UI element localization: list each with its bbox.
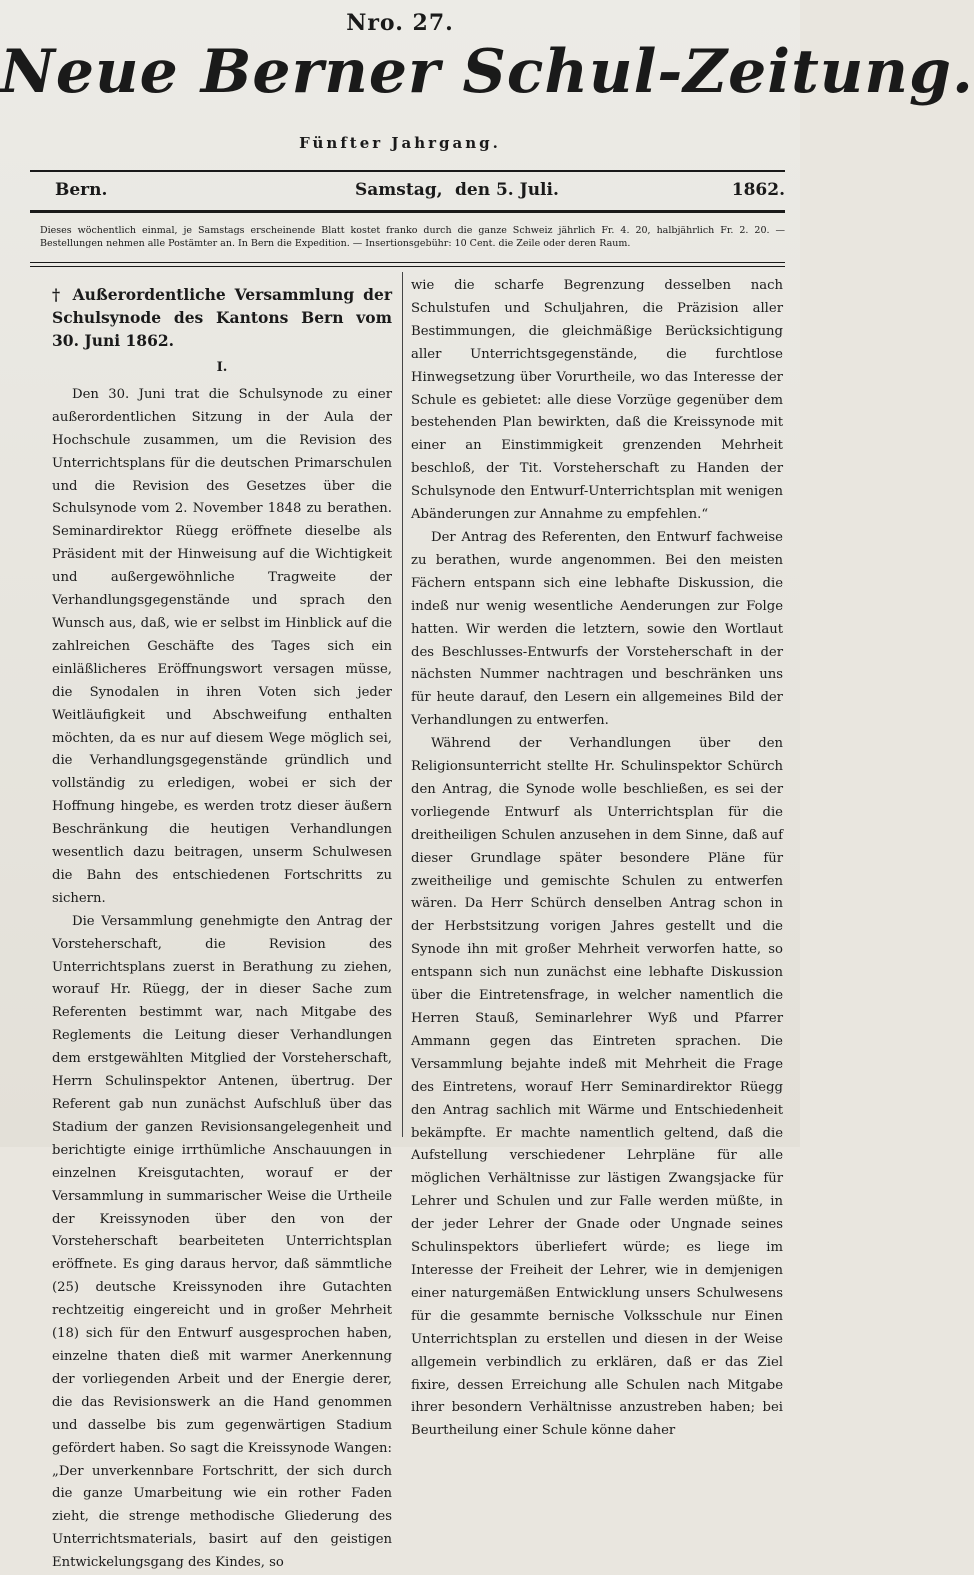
notice-rule-2 [30,266,785,267]
dateline-year: 1862. [731,180,785,200]
article-column-left [52,275,392,1575]
dateline-rule [30,210,785,213]
paragraph: Die Versammlung genehmigte den Antrag der Vorsteherschaft, die Revision des Unterrichtsplans zuerst in Berathung zu ziehen, worauf Hr. Rüegg, der in dieser Sache zum Referenten bestimmt war, nach Mitgabe des Reglements die Leitung dieser Verhandlungen dem erstgewählten Mitglied der Vorsteherschaft, Herrn Schulinspektor Antenen, übertrug. Der Referent gab nun zunächst Aufschluß über das Stadium der ganzen Revisionsangelegenheit und berichtigte einige irrthümliche Anschauungen in einzelnen Kreisgutachten, worauf er der Versammlung in summarischer Weise die Urtheile der Kreissynoden über den von der Vorsteherschaft bearbeiteten Unterrichtsplan eröffnete. Es ging daraus hervor, daß sämmtliche (25) deutsche Kreissynoden ihre Gutachten rechtzeitig eingereicht und in großer Mehrheit (18) sich für den Entwurf ausgesprochen haben, einzelne thaten dieß mit warmer Anerkennung der vorliegenden Arbeit und der Energie derer, die das Revisionswerk an die Hand genommen und dasselbe bis zum gegenwärtigen Stadium gefördert haben. So sagt die Kreissynode Wangen: „Der unverkennbare Fortschritt, der sich durch die ganze Umarbeitung wie ein rother Faden zieht, die strenge methodische Gliederung des Unterrichtsmaterials, basirt auf den geistigen Entwickelungsgang des Kindes, so [52,913,392,1571]
subscription-notice: Dieses wöchentlich einmal, je Samstags erscheinende Blatt kostet franko durch die ganze Schweiz jährlich Fr. 4. 20, halbjährlich Fr. 2. 20. — Bestellungen nehmen alle Postämter an. In Bern die Expedition. — Insertionsgebühr: 10 Cent. die Zeile oder deren Raum. [40,225,785,249]
top-rule [30,170,785,172]
notice-rule-1 [30,262,785,263]
paragraph: Den 30. Juni trat die Schulsynode zu einer außerordentlichen Sitzung in der Aula der Hochschule zusammen, um die Revision des Unterrichtsplans für die deutschen Primarschulen und die Revision des Gesetzes über die Schulsynode vom 2. November 1848 zu berathen. Seminardirektor Rüegg eröffnete dieselbe als Präsident mit der Hinweisung auf die Wichtigkeit und außergewöhnliche Tragweite der Verhandlungsgegenstände und sprach den Wunsch aus, daß, wie er selbst im Hinblick auf die zahlreichen Geschäfte des Tages sich ein einläßlicheres Eröffnungswort versagen müsse, die Synodalen in ihren Voten sich jeder Weitläufigkeit und Abschweifung enthalten möchten, da es nur auf diesem Wege möglich sei, die Verhandlungsgegenstände gründlich und vollständig zu erledigen, wobei er sich der Hoffnung hingebe, es werden trotz dieser äußern Beschränkung die heutigen Verhandlungen wesentlich dazu beitragen, unserm Schulwesen die Bahn des entschiedenen Fortschritts zu sichern. [52,386,392,906]
article-title: † Außerordentliche Versammlung der Schulsynode des Kantons Bern vom 30. Juni 1862. [52,285,392,350]
column-divider [402,272,403,1137]
article-part-number: I. [216,360,228,375]
issue-number: Nro. 27. [346,10,454,36]
dateline-weekday: Samstag, [355,180,443,200]
dateline-date: den 5. Juli. [455,180,559,200]
paragraph: Während der Verhandlungen über den Religionsunterricht stellte Hr. Schulinspektor Schürch den Antrag, die Synode wolle beschließen, es sei der vorliegende Entwurf als Unterrichtsplan für die dreitheiligen Schulen anzusehen in dem Sinne, daß auf dieser Grundlage später besondere Pläne für zweitheilige und gemischte Schulen zu entwerfen wären. Da Herr Schürch denselben Antrag schon in der Herbstsitzung vorigen Jahres gestellt und die Synode ihn mit großer Mehrheit verworfen hatte, so entspann sich nun zunächst eine lebhafte Diskussion über die Eintretensfrage, in welcher namentlich die Herren Stauß, Seminarlehrer Wyß und Pfarrer Ammann gegen das Eintreten sprachen. Die Versammlung bejahte indeß mit Mehrheit die Frage des Eintretens, worauf Herr Seminardirektor Rüegg den Antrag sachlich mit Wärme und Entschiedenheit bekämpfte. Er machte namentlich geltend, daß die Aufstellung verschiedener Lehrpläne für alle möglichen Verhältnisse zur lästigen Zwangsjacke für Lehrer und Schulen und zur Falle werden müßte, in der jeder Lehrer der Gnade oder Ungnade seines Schulinspektors überliefert würde; es liege im Interesse der Freiheit der Lehrer, wie in demjenigen einer naturgemäßen Entwicklung unsers Schulwesens für die gesammte bernische Volksschule nur Einen Unterrichtsplan zu erstellen und diesen in der Weise allgemein verbindlich zu erklären, daß er das Ziel fixire, dessen Erreichung alle Schulen nach Mitgabe ihrer besondern Verhältnisse anzustreben haben; bei Beurtheilung einer Schule könne daher [411,736,783,1439]
paragraph: Der Antrag des Referenten, den Entwurf fachweise zu berathen, wurde angenommen. Bei den meisten Fächern entspann sich eine lebhafte Diskussion, die indeß nur wenig wesentliche Aenderungen zur Folge hatten. Wir werden die letztern, sowie den Wortlaut des Beschlusses-Entwurfs der Vorsteherschaft in der nächsten Nummer nachtragen und beschränken uns für heute darauf, den Lesern ein allgemeines Bild der Verhandlungen zu entwerfen. [411,529,783,729]
volume-label: Fünfter Jahrgang. [299,134,501,152]
dateline-place: Bern. [55,180,108,200]
dateline [55,180,785,202]
masthead-title: Neue Berner Schul-Zeitung. [0,37,974,107]
paragraph: wie die scharfe Begrenzung desselben nach Schulstufen und Schuljahren, die Präzision aller Bestimmungen, die gleichmäßige Berücksichtigung aller Unterrichtsgegenstände, die furchtlose Hinwegsetzung über Vorurtheile, wo das Interesse der Schule es gebietet: alle diese Vorzüge gegenüber dem bestehenden Plan bewirkten, daß die Kreissynode mit einer an Einstimmigkeit grenzenden Mehrheit beschloß, der Tit. Vorsteherschaft zu Handen der Schulsynode den Entwurf-Unterrichtsplan mit wenigen Abänderungen zur Annahme zu empfehlen.“ [411,278,783,523]
article-column-right [411,275,783,1443]
